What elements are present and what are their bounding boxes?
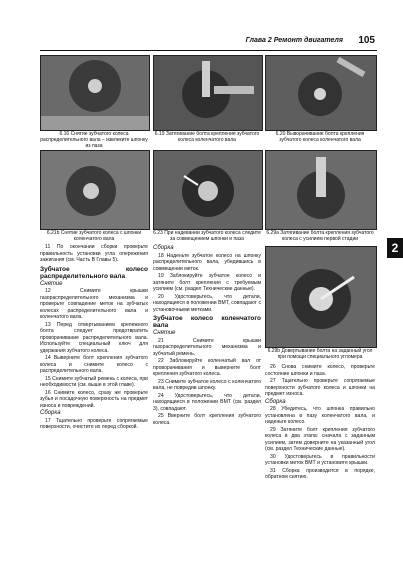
- subheading-assembly: Сборка: [40, 410, 61, 417]
- caption-6-20: 6.20 Выворачивание болта крепления зубчатого колеса коленчатого вала: [275, 131, 365, 143]
- photo-bolt-first-stage: [265, 150, 377, 230]
- caption-6-23: 6.23 При надевании зубчатого колеса следите за совмещением шпонки и паза: [153, 230, 261, 242]
- caption-6-21b: 6.21b Снятие зубчатого колеса с шпонки коленчатого вала: [46, 230, 142, 242]
- photo-crank-sprocket-remove: [40, 150, 150, 230]
- text-column-2: [153, 244, 261, 427]
- text-column-1: [40, 244, 148, 432]
- subheading-assembly: Сборка: [153, 245, 174, 251]
- paragraph-17: 17 Тщательно проверьте сопрягаемые поверхности, очистите их перед сборкой.: [40, 417, 148, 431]
- page-header: [40, 34, 377, 51]
- paragraph-30: 30 Удостоверьтесь в правильности установки меток ВМТ и установите крышки.: [265, 453, 375, 466]
- paragraph-11: 11 По окончании сборки проверьте правильность установки угла опережения зажигания (см. Часть В Главы 5).: [40, 244, 148, 263]
- subheading-assembly: Сборка: [265, 398, 286, 405]
- section-heading-crankshaft-sprocket: Зубчатое колесо коленчатого вала: [153, 315, 261, 330]
- caption-6-19: 6.19 Затягивание болта крепления зубчатого колеса коленчатого вала: [154, 131, 260, 143]
- paragraph-14: 14 Выверните болт крепления зубчатого колеса и снимите колесо с распределительного вала.: [40, 355, 148, 375]
- paragraph-22: 22 Заблокируйте коленчатый вал от проворачивания и выверните болт крепления зубчатого колеса.: [153, 358, 261, 378]
- photo-angle-gauge: [265, 246, 377, 348]
- subheading-removal: Снятие: [153, 330, 176, 337]
- paragraph-28: 28 Убедитесь, что шпонка правильно установлена в пазу коленчатого вала, и наденьте колесо.: [265, 406, 375, 425]
- caption-6-29b: 6.29b Довертывание болта на заданный угол при помощи специального угломера: [267, 348, 373, 360]
- paragraph-20: 20 Удостоверьтесь, что детали, находящиеся в положении ВМТ, совпадают с установочными метками.: [153, 293, 261, 313]
- paragraph-26: 26 Снова снимите колесо, проверьте состояние шпонки и паза.: [265, 364, 375, 377]
- paragraph-24: 24 Удостоверьтесь, что детали, находящиеся в положении ВМТ (см. раздел 3), совпадают.: [153, 392, 261, 412]
- photo-camshaft-key: [40, 55, 150, 131]
- subheading-removal: Снятие: [40, 280, 63, 287]
- photo-crank-bolt-tighten: [153, 55, 263, 131]
- paragraph-29: 29 Затяните болт крепления зубчатого колеса в два этапа: сначала с заданным усилием, затем доверните на указанный угол (см. раздел Технические данные).: [265, 426, 375, 452]
- text-column-3: [265, 364, 375, 482]
- photo-crank-bolt-remove: [265, 55, 377, 131]
- paragraph-19: 19 Заблокируйте зубчатое колесо и затяните болт крепления с требуемым усилием (см. раздел Технические данные).: [153, 273, 261, 292]
- paragraph-13: 13 Перед отвертыванием крепежного болта следует предотвратить проворачивание распределительного вала. Используйте специальный ключ для удержания зубчатого колеса.: [40, 321, 148, 354]
- paragraph-21: 21 Снимите крышки газораспределительного механизма и зубчатый ремень.: [153, 337, 261, 357]
- page-number: 105: [358, 35, 375, 46]
- paragraph-23: 23 Снимите зубчатое колесо с коленчатого вала, не повредив шпонку.: [153, 378, 261, 392]
- paragraph-12: 12 Снимите крышки газораспределительного механизма и проверьте совпадение меток на зубчатых колесах распределительного вала и коленчатого вала.: [40, 288, 148, 321]
- paragraph-15: 15 Снимите зубчатый ремень с колеса, при необходимости (см. выше в этой главе).: [40, 375, 148, 389]
- paragraph-27: 27 Тщательно проверьте сопрягаемые поверхности зубчатого колеса и шпонки на предмет износа.: [265, 378, 375, 397]
- section-heading-camshaft-sprocket: Зубчатое колесо распределительного вала: [40, 265, 148, 280]
- paragraph-25: 25 Вверните болт крепления зубчатого колеса.: [153, 413, 261, 426]
- chapter-title: Глава 2 Ремонт двигателя: [245, 37, 343, 44]
- paragraph-16: 16 Снимите колесо, сразу же проверьте зубья и посадочную поверхность на предмет износа и повреждений.: [40, 389, 148, 409]
- caption-6-29a: 6.29a Затягивание болта крепления зубчатого колеса с усилием первой стадии: [266, 230, 374, 242]
- caption-6-16: 6.16 Снятие зубчатого колеса распределительного вала – извлеките шпонку из паза: [40, 131, 148, 149]
- paragraph-31: 31 Сборка производится в порядке, обратном снятию.: [265, 467, 375, 480]
- chapter-tab: 2: [387, 238, 403, 258]
- paragraph-18: 18 Наденьте зубчатое колесо на шпонку распределительного вала, убедившись в совмещении меток.: [153, 252, 261, 272]
- photo-sprocket-fit: [153, 150, 263, 230]
